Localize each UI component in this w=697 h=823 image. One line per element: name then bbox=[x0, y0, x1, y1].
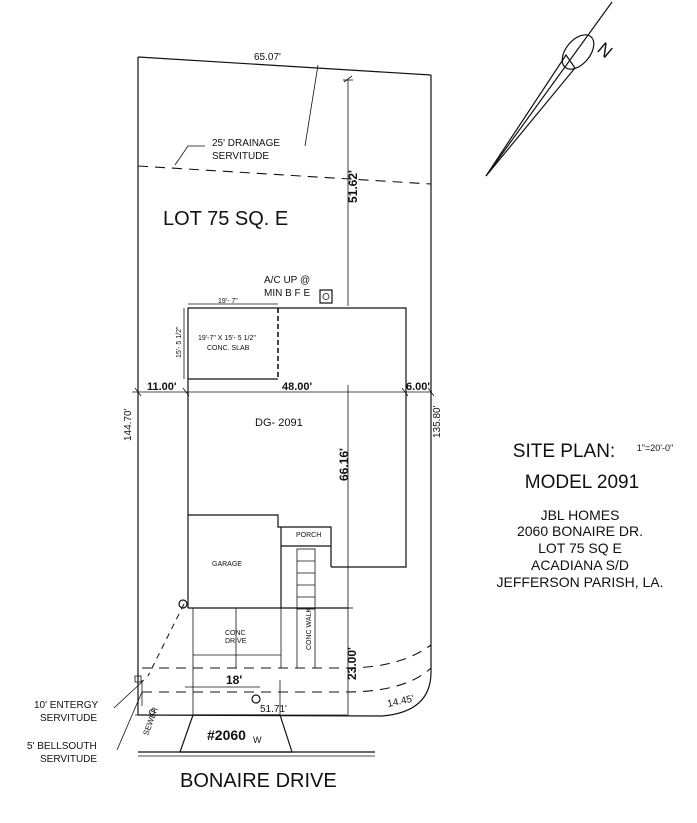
title-line-2: 2060 BONAIRE DR. bbox=[516, 523, 644, 539]
title-model: MODEL 2091 bbox=[524, 472, 640, 493]
title-line-4: ACADIANA S/D bbox=[530, 557, 630, 573]
north-arrow-icon bbox=[486, 2, 616, 176]
north-label: N bbox=[593, 38, 617, 63]
dim-right-side: 6.00' bbox=[406, 381, 431, 393]
dim-slab-width: 19'- 7" bbox=[218, 298, 238, 305]
house-label: DG- 2091 bbox=[255, 417, 303, 429]
street bbox=[138, 752, 375, 756]
dim-right-property: 135.80' bbox=[432, 405, 443, 438]
bellsouth-label-1: 5' BELLSOUTH bbox=[27, 741, 97, 752]
dim-top: 65.07' bbox=[254, 52, 281, 63]
drive-label-2: DRIVE bbox=[225, 638, 247, 645]
dim-rear-setback: 51.62' bbox=[346, 170, 360, 203]
front-servitude-lines bbox=[142, 645, 431, 706]
porch-label: PORCH bbox=[296, 532, 322, 539]
entergy-label-2: SERVITUDE bbox=[40, 713, 98, 724]
dim-house-width: 48.00' bbox=[282, 381, 313, 393]
drainage-label-2: SERVITUDE bbox=[212, 151, 270, 162]
street-label: BONAIRE DRIVE bbox=[180, 770, 337, 792]
bellsouth-label-2: SERVITUDE bbox=[40, 754, 98, 765]
dim-left-property: 144.70' bbox=[123, 408, 134, 441]
drive-label-1: CONC bbox=[225, 630, 246, 637]
sewer-label: SEWER bbox=[141, 706, 160, 737]
walk-label: CONC WALK bbox=[306, 607, 313, 650]
title-line-3: LOT 75 SQ E bbox=[538, 540, 622, 556]
ac-unit-icon bbox=[320, 290, 332, 303]
water-meter-label: W bbox=[253, 735, 262, 745]
ac-label-2: MIN B F E bbox=[264, 288, 311, 299]
garage-label: GARAGE bbox=[212, 561, 242, 568]
title-heading: SITE PLAN: bbox=[512, 441, 616, 462]
slab-label-1: 19'-7" X 15'- 5 1/2" bbox=[198, 335, 256, 342]
dimension-lines bbox=[132, 76, 434, 716]
dim-front-setback: 23.00' bbox=[345, 647, 359, 680]
dim-drive-width: 18' bbox=[226, 673, 243, 687]
slab-label-2: CONC. SLAB bbox=[207, 345, 250, 352]
title-scale: 1"=20'-0" bbox=[636, 443, 674, 453]
lot-label: LOT 75 SQ. E bbox=[163, 208, 289, 230]
ac-label-1: A/C UP @ bbox=[264, 275, 311, 286]
dim-left-side: 11.00' bbox=[147, 381, 177, 393]
title-line-5: JEFFERSON PARISH, LA. bbox=[496, 574, 664, 590]
dim-house-depth: 66.16' bbox=[337, 448, 351, 481]
drainage-label-1: 25' DRAINAGE bbox=[212, 138, 281, 149]
title-line-1: JBL HOMES bbox=[540, 507, 620, 523]
water-meter-icon bbox=[252, 695, 260, 703]
title-block bbox=[497, 441, 674, 590]
dim-curve: 14.45' bbox=[386, 693, 415, 710]
dim-slab-depth: 15'- 5 1/2" bbox=[176, 326, 183, 358]
house-number: #2060 bbox=[207, 727, 246, 743]
dim-front-lot: 51.71' bbox=[260, 704, 287, 715]
drainage-servitude-line bbox=[138, 65, 431, 184]
entergy-label-1: 10' ENTERGY bbox=[34, 700, 99, 711]
